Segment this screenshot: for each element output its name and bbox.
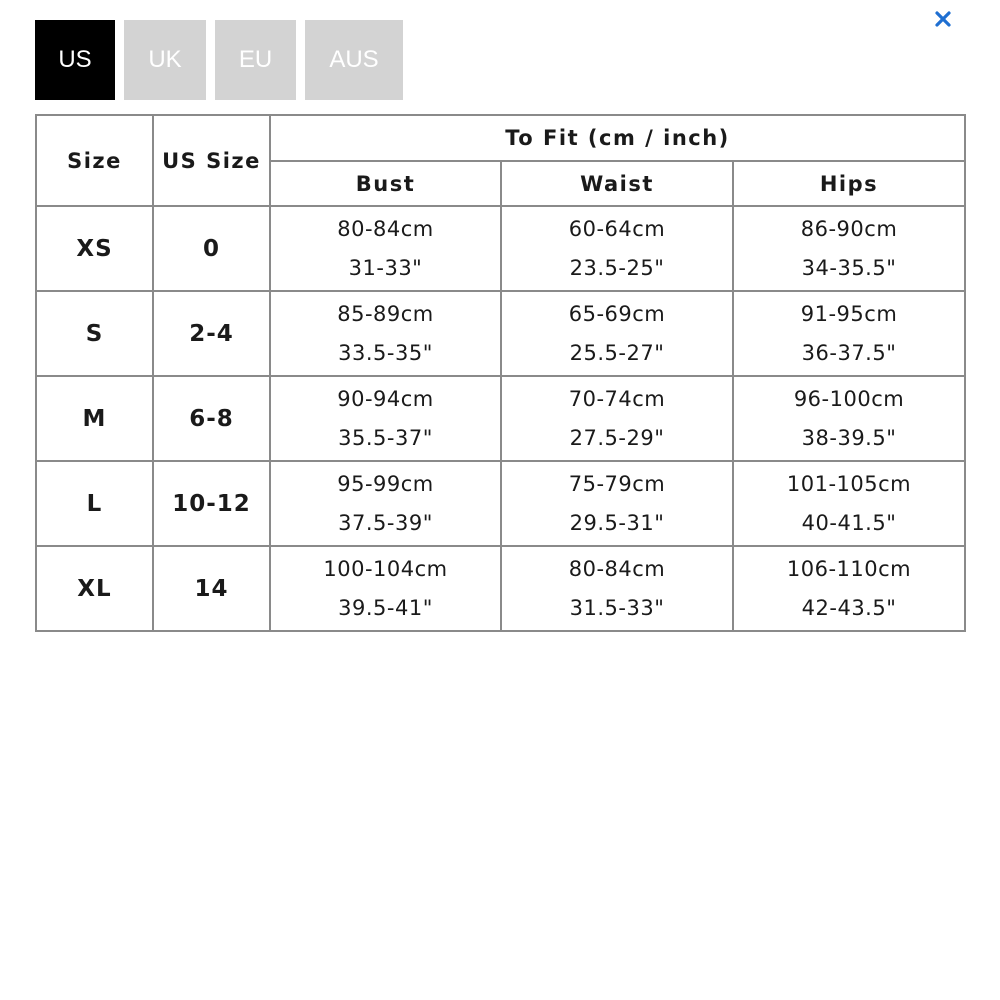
- hips-inch: 38-39.5": [801, 425, 897, 450]
- hips-cell: [733, 206, 965, 291]
- tab-aus[interactable]: AUS: [305, 20, 403, 100]
- size-cell: XS: [36, 206, 153, 291]
- size-cell: M: [36, 376, 153, 461]
- header-waist: Waist: [501, 161, 733, 206]
- hips-cm: 96-100cm: [793, 386, 905, 411]
- bust-cell: [270, 376, 501, 461]
- close-button[interactable]: [930, 6, 956, 32]
- bust-cell: [270, 291, 501, 376]
- hips-cell: [733, 291, 965, 376]
- hips-inch: 34-35.5": [801, 255, 897, 280]
- size-cell: XL: [36, 546, 153, 631]
- hips-cm: 106-110cm: [786, 556, 912, 581]
- header-to-fit: To Fit (cm / inch): [270, 115, 965, 161]
- table-row: [36, 461, 965, 546]
- us-size-cell: 0: [153, 206, 270, 291]
- waist-inch: 29.5-31": [569, 510, 665, 535]
- size-chart-table: [35, 114, 966, 632]
- waist-cm: 65-69cm: [568, 301, 666, 326]
- bust-cm: 85-89cm: [337, 301, 434, 326]
- tab-eu[interactable]: EU: [215, 20, 296, 100]
- header-us-size: US Size: [153, 115, 270, 206]
- bust-cm: 90-94cm: [337, 386, 434, 411]
- table-row: [36, 546, 965, 631]
- bust-inch: 39.5-41": [338, 595, 433, 620]
- waist-cell: [501, 291, 733, 376]
- hips-cell: [733, 461, 965, 546]
- bust-inch: 35.5-37": [338, 425, 433, 450]
- us-size-cell: 14: [153, 546, 270, 631]
- hips-cell: [733, 546, 965, 631]
- tab-uk[interactable]: UK: [124, 20, 206, 100]
- hips-cm: 101-105cm: [786, 471, 912, 496]
- bust-cm: 100-104cm: [323, 556, 448, 581]
- waist-inch: 27.5-29": [569, 425, 665, 450]
- header-bust: Bust: [270, 161, 501, 206]
- table-row: [36, 376, 965, 461]
- hips-cell: [733, 376, 965, 461]
- bust-inch: 31-33": [348, 255, 423, 280]
- hips-inch: 42-43.5": [801, 595, 897, 620]
- table-row: [36, 291, 965, 376]
- us-size-cell: 10-12: [153, 461, 270, 546]
- header-size: Size: [36, 115, 153, 206]
- hips-cm: 91-95cm: [800, 301, 898, 326]
- waist-cell: [501, 206, 733, 291]
- waist-inch: 25.5-27": [569, 340, 665, 365]
- bust-cm: 95-99cm: [337, 471, 434, 496]
- bust-cm: 80-84cm: [337, 216, 434, 241]
- header-hips: Hips: [733, 161, 965, 206]
- waist-inch: 31.5-33": [569, 595, 665, 620]
- waist-cm: 75-79cm: [568, 471, 666, 496]
- bust-cell: [270, 546, 501, 631]
- tab-us[interactable]: US: [35, 20, 115, 100]
- waist-cell: [501, 461, 733, 546]
- hips-inch: 36-37.5": [801, 340, 897, 365]
- waist-inch: 23.5-25": [569, 255, 665, 280]
- waist-cm: 70-74cm: [568, 386, 666, 411]
- us-size-cell: 2-4: [153, 291, 270, 376]
- waist-cell: [501, 546, 733, 631]
- size-cell: S: [36, 291, 153, 376]
- region-tabs: [35, 20, 403, 100]
- waist-cm: 60-64cm: [568, 216, 666, 241]
- size-cell: L: [36, 461, 153, 546]
- hips-inch: 40-41.5": [801, 510, 897, 535]
- hips-cm: 86-90cm: [800, 216, 898, 241]
- table-row: [36, 206, 965, 291]
- bust-cell: [270, 206, 501, 291]
- us-size-cell: 6-8: [153, 376, 270, 461]
- bust-inch: 33.5-35": [338, 340, 433, 365]
- bust-inch: 37.5-39": [338, 510, 433, 535]
- waist-cell: [501, 376, 733, 461]
- bust-cell: [270, 461, 501, 546]
- close-icon: [934, 10, 952, 28]
- waist-cm: 80-84cm: [568, 556, 666, 581]
